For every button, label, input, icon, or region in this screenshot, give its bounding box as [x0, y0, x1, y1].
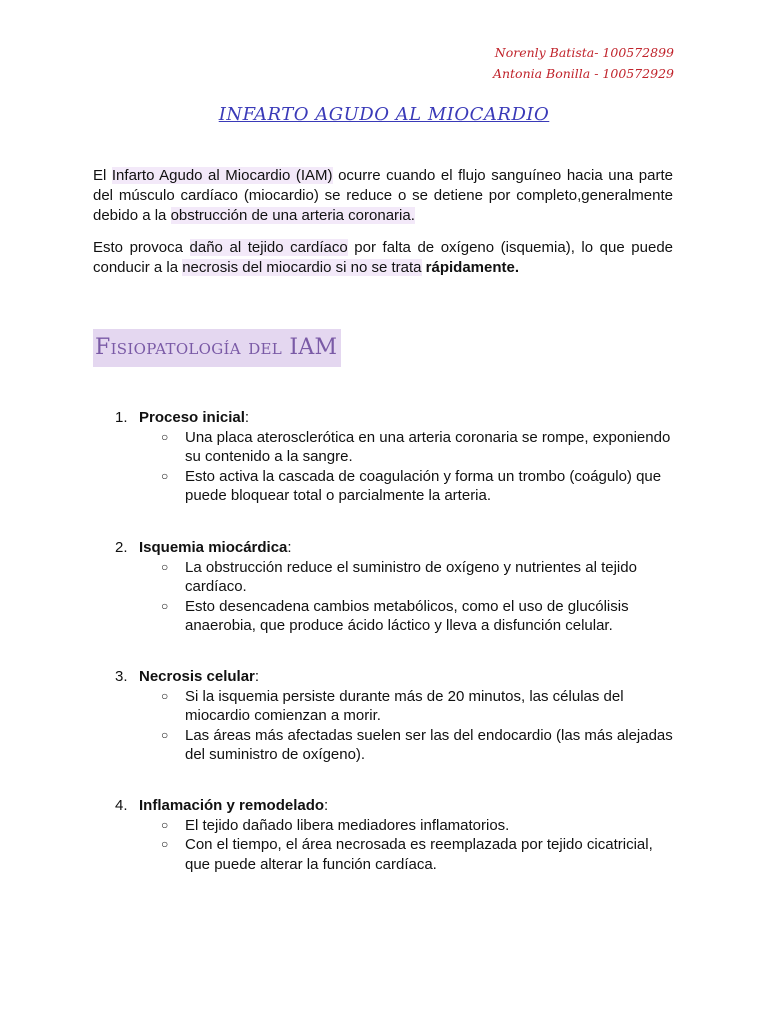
sub-bullet-text: Las áreas más afectadas suelen ser las del endocardio (las más alejadas del suministro de oxígeno).: [185, 726, 673, 763]
circle-bullet-icon: ○: [161, 837, 169, 851]
sub-bullet-text: Esto activa la cascada de coagulación y forma un trombo (coágulo) que puede bloquear total o parcialmente la arteria.: [185, 467, 662, 504]
list-number: 4.: [115, 797, 128, 814]
sub-bullet: [161, 816, 675, 836]
text-run: Esto provoca: [93, 239, 190, 256]
list-item-title: Necrosis celular: [139, 668, 255, 685]
sub-bullet: [161, 467, 675, 506]
document-title: INFARTO AGUDO AL MIOCARDIO: [218, 104, 550, 125]
author-line: Antonia Bonilla - 100572929: [492, 66, 674, 81]
intro-paragraph-1: [93, 166, 673, 226]
sub-bullet: [161, 597, 675, 636]
circle-bullet-icon: ○: [161, 468, 169, 483]
bold-text: rápidamente.: [425, 259, 520, 276]
text-run: por falta de oxígeno (isquemia), lo que puede conducir a la: [93, 239, 673, 276]
highlighted-text: obstrucción de una arteria coronaria.: [170, 207, 415, 224]
circle-bullet-icon: ○: [161, 429, 169, 444]
sub-bullet-text: Con el tiempo, el área necrosada es reemplazada por tejido cicatricial, que puede alterar la función cardíaca.: [185, 836, 653, 873]
list-number: 2.: [115, 539, 128, 556]
sub-bullet: [161, 835, 675, 874]
intro-paragraph-2: [93, 238, 673, 278]
sub-bullet-text: La obstrucción reduce el suministro de oxígeno y nutrientes al tejido cardíaco.: [185, 558, 637, 595]
list-item: 3. Necrosis celular: ○ Si la isquemia persiste durante más de 20 minutos, las células del miocardio comienzan a morir. ○ Las áreas más afectadas suelen ser las del endocardio (las más alejadas del suministro de oxígeno).: [115, 667, 675, 765]
sub-bullet-text: Si la isquemia persiste durante más de 20 minutos, las células del miocardio comienzan a morir.: [185, 687, 624, 724]
circle-bullet-icon: ○: [161, 688, 169, 703]
list-item-title: Proceso inicial: [139, 409, 245, 426]
list-number: 1.: [115, 409, 128, 426]
circle-bullet-icon: ○: [161, 727, 169, 742]
highlighted-text: daño al tejido cardíaco: [189, 239, 348, 256]
circle-bullet-icon: ○: [161, 559, 169, 574]
list-number: 3.: [115, 668, 128, 685]
text-run: ocurre cuando el flujo sanguíneo hacia una parte del músculo cardíaco (miocardio) se reduce o se detiene por completo,generalmente debido a la: [93, 167, 673, 224]
list-item: 2. Isquemia miocárdica: ○ La obstrucción reduce el suministro de oxígeno y nutrientes al tejido cardíaco. ○ Esto desencadena cambios metabólicos, como el uso de glucólisis anaerobia, que produce ácido láctico y lleva a disfunción celular.: [115, 538, 675, 636]
sub-bullet-text: Una placa aterosclerótica en una arteria coronaria se rompe, exponiendo su contenido a la sangre.: [185, 428, 671, 465]
circle-bullet-icon: ○: [161, 817, 169, 832]
sub-bullet: [161, 558, 675, 597]
list-item: 4. Inflamación y remodelado: ○ El tejido dañado libera mediadores inflamatorios. ○ Con el tiempo, el área necrosada es reemplazada por tejido cicatricial, que puede alterar la función cardíaca.: [115, 796, 675, 874]
list-item: 1. Proceso inicial: ○ Una placa aterosclerótica en una arteria coronaria se rompe, exponiendo su contenido a la sangre. ○ Esto activa la cascada de coagulación y forma un trombo (coágulo) que puede bloquear total o parcialmente la arteria.: [115, 408, 675, 506]
sub-bullet: [161, 687, 675, 726]
sub-bullet-text: Esto desencadena cambios metabólicos, como el uso de glucólisis anaerobia, que produce ácido láctico y lleva a disfunción celular.: [185, 597, 629, 634]
author-line: Norenly Batista- 100572899: [494, 45, 674, 60]
authors-block: [493, 42, 674, 84]
highlighted-text: Infarto Agudo al Miocardio (IAM): [111, 167, 333, 184]
circle-bullet-icon: ○: [161, 598, 169, 613]
text-run: El: [93, 167, 112, 184]
highlighted-text: necrosis del miocardio si no se trata: [182, 259, 422, 276]
list-item-title: Inflamación y remodelado: [139, 797, 325, 814]
sub-bullet: [161, 726, 675, 765]
sub-bullet-text: El tejido dañado libera mediadores inflamatorios.: [185, 816, 510, 834]
section-heading: Fisiopatología del IAM: [93, 329, 341, 367]
list-item-title: Isquemia miocárdica: [139, 539, 288, 556]
sub-bullet: [161, 428, 675, 467]
